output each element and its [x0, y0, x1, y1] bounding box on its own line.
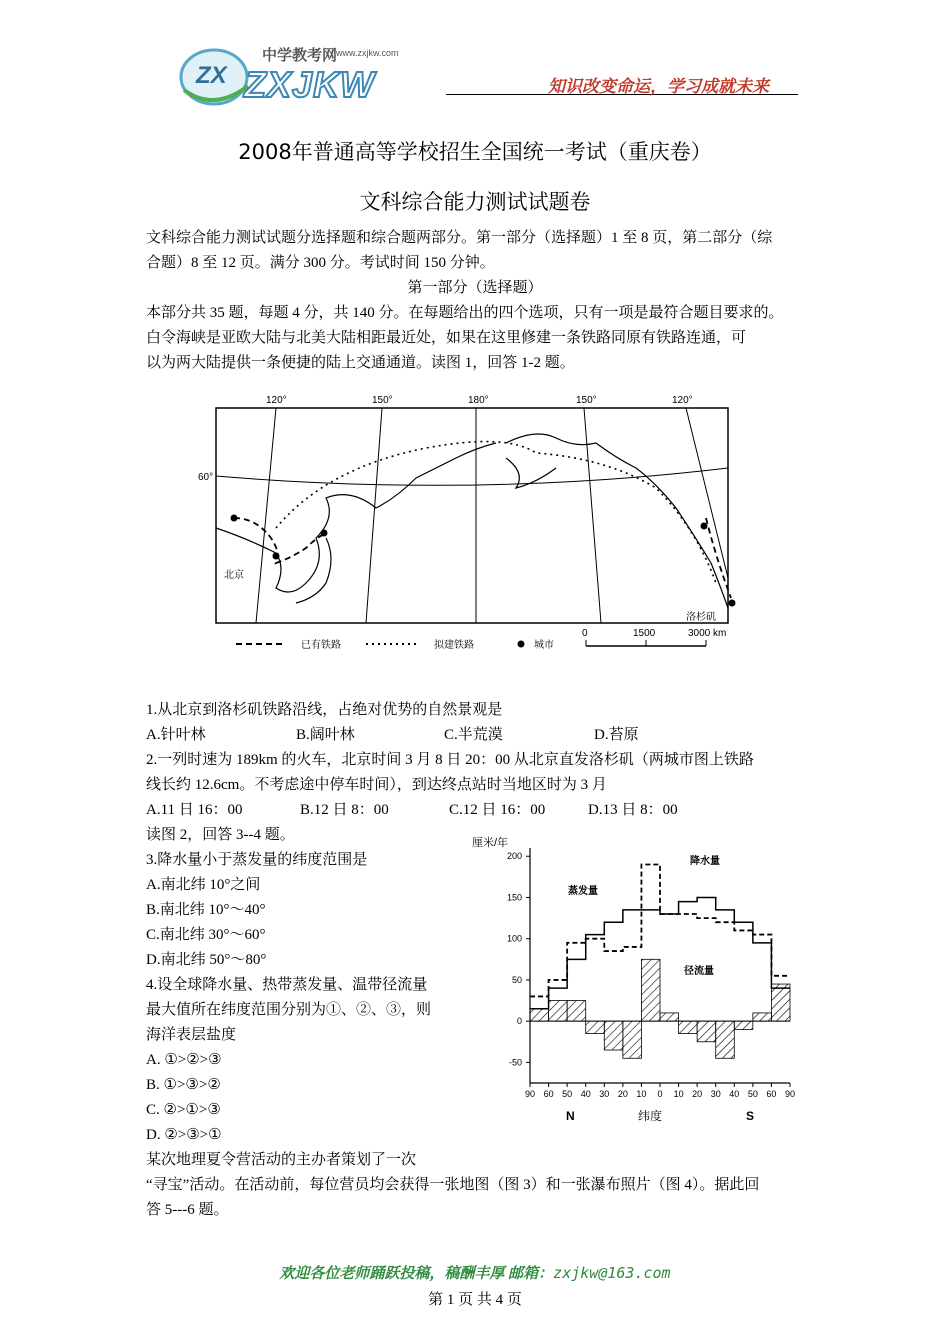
legend-evap: 蒸发量	[568, 886, 598, 897]
city-label-beijing: 北京	[224, 570, 244, 581]
q56-line: 某次地理夏令营活动的主办者策划了一次	[146, 1152, 417, 1168]
chart-x-tick-label: 30	[599, 1089, 610, 1099]
city-marker	[273, 553, 280, 560]
city-label-la: 洛杉矶	[686, 612, 716, 623]
runoff-bar	[734, 1021, 753, 1029]
intro-line: 文科综合能力测试试题分选择题和综合题两部分。第一部分（选择题）1 至 8 页，第二部分（综	[146, 230, 773, 246]
page-title: 2008年普通高等学校招生全国统一考试（重庆卷）	[238, 140, 712, 164]
q1-stem: 1.从北京到洛杉矶铁路沿线，占绝对优势的自然景观是	[146, 702, 503, 718]
runoff-bar	[586, 1021, 605, 1033]
chart-y-tick-label: 200	[506, 851, 522, 862]
footer-welcome	[0, 1262, 950, 1283]
q1-option-b: B.阔叶林	[296, 727, 355, 743]
meridian	[584, 408, 601, 623]
q4-option-b: B. ①>③>②	[146, 1077, 221, 1093]
runoff-bar	[623, 1021, 642, 1058]
chart-x-tick-label: 90	[524, 1089, 536, 1099]
chart-y-tick-label: 50	[511, 974, 522, 985]
q2-option-b: B.12 日 8：00	[300, 802, 389, 818]
q4-option-c: C. ②>①>③	[146, 1102, 221, 1118]
chart-x-tick-label: 40	[729, 1089, 740, 1099]
lon-label: 120°	[672, 395, 693, 406]
figure-2-chart	[460, 828, 810, 1128]
scale-label: 0	[582, 628, 588, 639]
motto: 知识改变命运，学习成就未来	[548, 77, 769, 97]
q3-option-d: D.南北纬 50°～80°	[146, 952, 267, 968]
q1-option-d: D.苔原	[594, 727, 639, 743]
part1-heading: 第一部分（选择题）	[407, 280, 543, 296]
chart-xlabel: 纬度	[638, 1109, 663, 1123]
chart-x-tick-label: 20	[692, 1089, 703, 1099]
chart-x-tick-label: 50	[562, 1089, 573, 1099]
coastline-japan	[296, 538, 331, 603]
page-subtitle: 文科综合能力测试试题卷	[359, 190, 591, 214]
legend-existing-label: 已有铁路	[301, 640, 341, 651]
coastline-asia	[216, 443, 496, 592]
q3-option-b: B.南北纬 10°～40°	[146, 902, 266, 918]
logo-cn: 中学教考网	[262, 47, 338, 64]
chart-x-tick-label: 90	[784, 1089, 796, 1099]
logo-big: ZXJKW	[244, 64, 375, 105]
chart-ylabel: 厘米/年	[472, 837, 509, 849]
planned-railway	[276, 442, 716, 583]
meridian	[366, 408, 382, 623]
q1-option-a: A.针叶林	[146, 727, 206, 743]
runoff-bar	[716, 1021, 735, 1058]
runoff-bar	[753, 1013, 772, 1021]
legend-city-dot	[518, 641, 525, 648]
chart-y-tick-label: 100	[506, 933, 522, 944]
q2-stem: 线长约 12.6cm。不考虑途中停车时间），到达终点站时当地区时为 3 月	[146, 777, 607, 793]
runoff-bar	[679, 1021, 698, 1033]
scale-label: 1500	[633, 628, 656, 639]
footer-email[interactable]: zxjkw@163.com	[553, 1264, 671, 1282]
chart-x-tick-label: 50	[747, 1089, 758, 1099]
q3-option-a: A.南北纬 10°之间	[146, 877, 261, 893]
lon-label: 150°	[576, 395, 597, 406]
runoff-bar	[530, 1009, 549, 1021]
chart-x-tick-label: 10	[636, 1089, 647, 1099]
city-marker	[729, 600, 736, 607]
chart-x-tick-label: 20	[617, 1089, 628, 1099]
q2-option-d: D.13 日 8：00	[588, 802, 678, 818]
chart-x-tick-label: 60	[766, 1089, 777, 1099]
q4-stem: 海洋表层盐度	[146, 1027, 237, 1043]
q2-option-c: C.12 日 16：00	[449, 802, 546, 818]
legend-city-label: 城市	[534, 640, 554, 651]
q4-option-d: D. ②>③>①	[146, 1127, 222, 1143]
legend-precip: 降水量	[690, 856, 720, 867]
part1-line: 本部分共 35 题，每题 4 分，共 140 分。在每题给出的四个选项，只有一项是最符合题目要求的。	[146, 305, 784, 321]
chart-hemisphere-s: S	[746, 1109, 755, 1123]
coastline-america	[506, 434, 728, 608]
q56-line: “寻宝”活动。在活动前，每位营员均会获得一张地图（图 3）和一张瀑布照片（图 4）。据此回	[146, 1177, 760, 1193]
scale-label: 3000 km	[688, 628, 727, 639]
runoff-bar	[660, 1013, 679, 1021]
q4-stem: 4.设全球降水量、热带蒸发量、温带径流量	[146, 977, 428, 993]
chart-y-tick-label: 150	[506, 892, 522, 903]
q4-stem: 最大值所在纬度范围分别为①、②、③，则	[146, 1002, 432, 1018]
chart-y-tick-label: 0	[516, 1016, 522, 1027]
footer-welcome-text: 欢迎各位老师踊跃投稿，稿酬丰厚 邮箱：	[279, 1266, 554, 1282]
lon-label: 150°	[372, 395, 393, 406]
parallel-60	[216, 468, 728, 485]
runoff-bar	[567, 1001, 586, 1022]
figure-1-map	[176, 388, 776, 658]
q3-stem: 3.降水量小于蒸发量的纬度范围是	[146, 852, 368, 868]
q2-stem: 2.一列时速为 189km 的火车，北京时间 3 月 8 日 20：00 从北京直发洛杉矶（两城市图上铁路	[146, 752, 754, 768]
q56-line: 答 5---6 题。	[146, 1202, 229, 1218]
chart-hemisphere-n: N	[566, 1109, 575, 1123]
logo-badge: ZX	[196, 62, 227, 89]
chart-x-tick-label: 0	[657, 1089, 663, 1099]
intro-line: 合题）8 至 12 页。满分 300 分。考试时间 150 分钟。	[146, 255, 495, 271]
q3-option-c: C.南北纬 30°～60°	[146, 927, 266, 943]
part1-line: 以为两大陆提供一条便捷的陆上交通通道。读图 1，回答 1-2 题。	[146, 355, 575, 371]
city-marker	[231, 515, 238, 522]
page-number: 第 1 页 共 4 页	[428, 1292, 522, 1308]
lon-label: 180°	[468, 395, 489, 406]
meridian	[686, 408, 728, 578]
logo-url: www.zxjkw.com	[336, 48, 399, 58]
lon-label: 120°	[266, 395, 287, 406]
chart-x-tick-label: 10	[673, 1089, 684, 1099]
runoff-bar	[549, 1001, 568, 1022]
chart-y-tick-label: -50	[508, 1057, 522, 1068]
chart-x-tick-label: 30	[710, 1089, 721, 1099]
runoff-bar	[604, 1021, 623, 1050]
meridian	[256, 408, 276, 623]
part1-line: 白令海峡是亚欧大陆与北美大陆相距最近处，如果在这里修建一条铁路同原有铁路连通，可	[146, 330, 747, 346]
chart-x-tick-label: 60	[543, 1089, 554, 1099]
city-marker	[701, 523, 708, 530]
q1-option-c: C.半荒漠	[444, 727, 503, 743]
city-marker	[321, 530, 328, 537]
legend-planned-label: 拟建铁路	[434, 640, 474, 651]
q4-option-a: A. ①>②>③	[146, 1052, 222, 1068]
logo	[178, 42, 418, 112]
runoff-bar	[697, 1021, 716, 1042]
runoff-bar	[771, 984, 790, 1021]
chart-x-tick-label: 40	[580, 1089, 591, 1099]
runoff-bar	[641, 959, 660, 1021]
q2-option-a: A.11 日 16：00	[146, 802, 243, 818]
legend-runoff: 径流量	[684, 966, 714, 977]
q34-intro: 读图 2，回答 3--4 题。	[146, 827, 295, 843]
lat-label: 60°	[198, 472, 214, 483]
